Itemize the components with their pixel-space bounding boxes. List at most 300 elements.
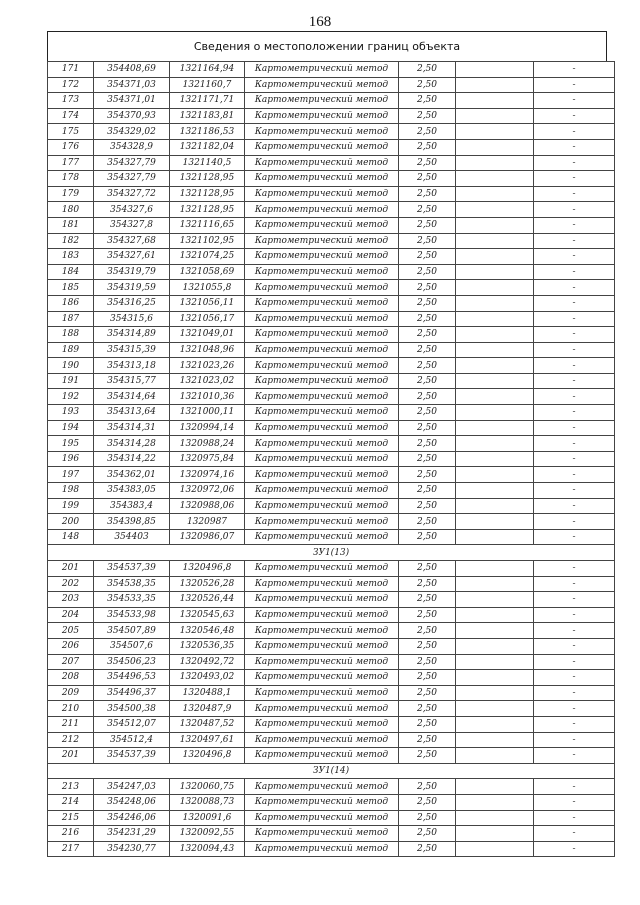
cell-coord-x: 354327,72 — [94, 186, 170, 202]
cell-point-number: 177 — [48, 155, 94, 171]
cell-method: Картометрический метод — [245, 779, 399, 795]
cell-method: Картометрический метод — [245, 124, 399, 140]
cell-accuracy: 2,50 — [399, 467, 456, 483]
cell-point-number: 148 — [48, 529, 94, 545]
cell-coord-y: 1321128,95 — [170, 202, 245, 218]
cell-accuracy: 2,50 — [399, 124, 456, 140]
cell-accuracy: 2,50 — [399, 77, 456, 93]
cell-coord-x: 354231,29 — [94, 826, 170, 842]
cell-coord-x: 354230,77 — [94, 841, 170, 857]
cell-method: Картометрический метод — [245, 405, 399, 421]
cell-coord-y: 1320526,44 — [170, 592, 245, 608]
cell-coord-x: 354327,6 — [94, 202, 170, 218]
cell-point-number: 200 — [48, 514, 94, 530]
cell-extra — [456, 405, 534, 421]
cell-coord-x: 354327,79 — [94, 171, 170, 187]
table-row — [48, 108, 615, 124]
cell-description: - — [534, 732, 615, 748]
cell-method: Картометрический метод — [245, 794, 399, 810]
cell-extra — [456, 389, 534, 405]
cell-coord-y: 1320492,72 — [170, 654, 245, 670]
cell-method: Картометрический метод — [245, 716, 399, 732]
cell-description: - — [534, 139, 615, 155]
cell-method: Картометрический метод — [245, 233, 399, 249]
cell-accuracy: 2,50 — [399, 217, 456, 233]
cell-description: - — [534, 623, 615, 639]
cell-extra — [456, 264, 534, 280]
cell-coord-x: 354319,59 — [94, 280, 170, 296]
cell-method: Картометрический метод — [245, 264, 399, 280]
cell-coord-x: 354315,39 — [94, 342, 170, 358]
section-header-row — [48, 763, 615, 779]
cell-point-number: 202 — [48, 576, 94, 592]
cell-accuracy: 2,50 — [399, 451, 456, 467]
cell-extra — [456, 670, 534, 686]
cell-method: Картометрический метод — [245, 249, 399, 265]
cell-description: - — [534, 638, 615, 654]
cell-extra — [456, 748, 534, 764]
cell-method: Картометрический метод — [245, 342, 399, 358]
table-row — [48, 264, 615, 280]
cell-description: - — [534, 311, 615, 327]
cell-point-number: 208 — [48, 670, 94, 686]
cell-extra — [456, 295, 534, 311]
cell-description: - — [534, 436, 615, 452]
cell-extra — [456, 420, 534, 436]
cell-coord-y: 1321023,02 — [170, 373, 245, 389]
cell-point-number: 201 — [48, 748, 94, 764]
cell-method: Картометрический метод — [245, 701, 399, 717]
cell-description: - — [534, 233, 615, 249]
table-row — [48, 280, 615, 296]
cell-extra — [456, 342, 534, 358]
cell-description: - — [534, 249, 615, 265]
cell-point-number: 181 — [48, 217, 94, 233]
section-label: ЗУ1(13) — [48, 545, 615, 561]
cell-coord-y: 1321186,53 — [170, 124, 245, 140]
cell-extra — [456, 514, 534, 530]
cell-coord-y: 1321140,5 — [170, 155, 245, 171]
cell-coord-x: 354371,01 — [94, 93, 170, 109]
cell-coord-x: 354512,07 — [94, 716, 170, 732]
cell-extra — [456, 171, 534, 187]
cell-method: Картометрический метод — [245, 93, 399, 109]
cell-method: Картометрический метод — [245, 841, 399, 857]
cell-extra — [456, 685, 534, 701]
cell-coord-x: 354496,53 — [94, 670, 170, 686]
cell-coord-x: 354247,03 — [94, 779, 170, 795]
table-row — [48, 701, 615, 717]
cell-accuracy: 2,50 — [399, 139, 456, 155]
cell-point-number: 201 — [48, 561, 94, 577]
cell-description: - — [534, 483, 615, 499]
cell-coord-x: 354507,6 — [94, 638, 170, 654]
cell-description: - — [534, 202, 615, 218]
cell-point-number: 209 — [48, 685, 94, 701]
cell-coord-y: 1320496,8 — [170, 561, 245, 577]
cell-coord-y: 1320092,55 — [170, 826, 245, 842]
cell-coord-y: 1321010,36 — [170, 389, 245, 405]
cell-coord-y: 1321128,95 — [170, 171, 245, 187]
cell-coord-y: 1320988,06 — [170, 498, 245, 514]
cell-accuracy: 2,50 — [399, 732, 456, 748]
cell-coord-y: 1320497,61 — [170, 732, 245, 748]
cell-coord-x: 354408,69 — [94, 62, 170, 78]
cell-point-number: 173 — [48, 93, 94, 109]
cell-point-number: 186 — [48, 295, 94, 311]
table-row — [48, 186, 615, 202]
cell-method: Картометрический метод — [245, 295, 399, 311]
table-row — [48, 171, 615, 187]
cell-point-number: 182 — [48, 233, 94, 249]
cell-method: Картометрический метод — [245, 389, 399, 405]
cell-method: Картометрический метод — [245, 529, 399, 545]
cell-coord-x: 354533,35 — [94, 592, 170, 608]
cell-coord-x: 354383,05 — [94, 483, 170, 499]
cell-description: - — [534, 670, 615, 686]
cell-description: - — [534, 654, 615, 670]
cell-method: Картометрический метод — [245, 217, 399, 233]
cell-coord-x: 354362,01 — [94, 467, 170, 483]
cell-coord-y: 1321074,25 — [170, 249, 245, 265]
cell-description: - — [534, 171, 615, 187]
cell-coord-y: 1321023,26 — [170, 358, 245, 374]
cell-description: - — [534, 155, 615, 171]
cell-extra — [456, 77, 534, 93]
cell-method: Картометрический метод — [245, 62, 399, 78]
cell-point-number: 205 — [48, 623, 94, 639]
table-row — [48, 295, 615, 311]
cell-point-number: 198 — [48, 483, 94, 499]
cell-description: - — [534, 514, 615, 530]
cell-description: - — [534, 217, 615, 233]
cell-accuracy: 2,50 — [399, 685, 456, 701]
cell-description: - — [534, 62, 615, 78]
cell-method: Картометрический метод — [245, 576, 399, 592]
table-row — [48, 685, 615, 701]
cell-extra — [456, 155, 534, 171]
cell-coord-y: 1320994,14 — [170, 420, 245, 436]
cell-point-number: 217 — [48, 841, 94, 857]
cell-coord-x: 354315,6 — [94, 311, 170, 327]
cell-description: - — [534, 264, 615, 280]
cell-coord-x: 354314,28 — [94, 436, 170, 452]
cell-extra — [456, 779, 534, 795]
cell-description: - — [534, 716, 615, 732]
table-row — [48, 358, 615, 374]
cell-method: Картометрический метод — [245, 810, 399, 826]
cell-coord-y: 1321160,7 — [170, 77, 245, 93]
cell-method: Картометрический метод — [245, 623, 399, 639]
table-title: Сведения о местоположении границ объекта — [47, 31, 607, 61]
cell-point-number: 211 — [48, 716, 94, 732]
cell-coord-y: 1321171,71 — [170, 93, 245, 109]
cell-accuracy: 2,50 — [399, 155, 456, 171]
cell-description: - — [534, 327, 615, 343]
table-row — [48, 638, 615, 654]
cell-extra — [456, 373, 534, 389]
table-row — [48, 716, 615, 732]
cell-coord-x: 354383,4 — [94, 498, 170, 514]
cell-method: Картометрический метод — [245, 732, 399, 748]
cell-description: - — [534, 529, 615, 545]
cell-accuracy: 2,50 — [399, 779, 456, 795]
cell-coord-x: 354314,31 — [94, 420, 170, 436]
cell-extra — [456, 217, 534, 233]
table-row — [48, 77, 615, 93]
cell-point-number: 207 — [48, 654, 94, 670]
cell-coord-x: 354316,25 — [94, 295, 170, 311]
cell-description: - — [534, 794, 615, 810]
cell-coord-x: 354327,79 — [94, 155, 170, 171]
cell-coord-x: 354327,68 — [94, 233, 170, 249]
table-row — [48, 483, 615, 499]
cell-point-number: 192 — [48, 389, 94, 405]
cell-coord-y: 1320488,1 — [170, 685, 245, 701]
cell-coord-x: 354398,85 — [94, 514, 170, 530]
cell-point-number: 187 — [48, 311, 94, 327]
cell-coord-y: 1320088,73 — [170, 794, 245, 810]
cell-method: Картометрический метод — [245, 483, 399, 499]
cell-method: Картометрический метод — [245, 420, 399, 436]
table-row — [48, 670, 615, 686]
cell-method: Картометрический метод — [245, 327, 399, 343]
cell-extra — [456, 451, 534, 467]
cell-coord-x: 354512,4 — [94, 732, 170, 748]
table-row — [48, 654, 615, 670]
cell-method: Картометрический метод — [245, 467, 399, 483]
table-row — [48, 529, 615, 545]
cell-accuracy: 2,50 — [399, 701, 456, 717]
table-row — [48, 217, 615, 233]
table-row — [48, 202, 615, 218]
cell-description: - — [534, 701, 615, 717]
cell-method: Картометрический метод — [245, 186, 399, 202]
cell-extra — [456, 108, 534, 124]
cell-point-number: 213 — [48, 779, 94, 795]
cell-accuracy: 2,50 — [399, 592, 456, 608]
table-row — [48, 62, 615, 78]
cell-description: - — [534, 748, 615, 764]
table-row — [48, 779, 615, 795]
cell-coord-y: 1321058,69 — [170, 264, 245, 280]
cell-point-number: 185 — [48, 280, 94, 296]
cell-coord-x: 354370,93 — [94, 108, 170, 124]
cell-coord-y: 1320988,24 — [170, 436, 245, 452]
cell-extra — [456, 498, 534, 514]
cell-extra — [456, 467, 534, 483]
cell-coord-x: 354315,77 — [94, 373, 170, 389]
cell-description: - — [534, 405, 615, 421]
cell-coord-y: 1320986,07 — [170, 529, 245, 545]
cell-point-number: 206 — [48, 638, 94, 654]
cell-extra — [456, 810, 534, 826]
cell-point-number: 215 — [48, 810, 94, 826]
cell-coord-y: 1320526,28 — [170, 576, 245, 592]
cell-description: - — [534, 108, 615, 124]
cell-accuracy: 2,50 — [399, 638, 456, 654]
cell-extra — [456, 280, 534, 296]
table-row — [48, 405, 615, 421]
cell-accuracy: 2,50 — [399, 311, 456, 327]
cell-accuracy: 2,50 — [399, 327, 456, 343]
cell-method: Картометрический метод — [245, 436, 399, 452]
cell-accuracy: 2,50 — [399, 295, 456, 311]
cell-coord-y: 1320546,48 — [170, 623, 245, 639]
cell-coord-x: 354500,38 — [94, 701, 170, 717]
cell-extra — [456, 249, 534, 265]
cell-extra — [456, 716, 534, 732]
cell-accuracy: 2,50 — [399, 186, 456, 202]
cell-description: - — [534, 77, 615, 93]
cell-description: - — [534, 124, 615, 140]
cell-point-number: 190 — [48, 358, 94, 374]
cell-extra — [456, 139, 534, 155]
cell-extra — [456, 592, 534, 608]
table-row — [48, 155, 615, 171]
cell-method: Картометрический метод — [245, 202, 399, 218]
page-number: 168 — [308, 14, 332, 30]
cell-description: - — [534, 841, 615, 857]
cell-accuracy: 2,50 — [399, 405, 456, 421]
cell-description: - — [534, 373, 615, 389]
cell-coord-y: 1321056,11 — [170, 295, 245, 311]
cell-accuracy: 2,50 — [399, 389, 456, 405]
cell-extra — [456, 483, 534, 499]
cell-accuracy: 2,50 — [399, 342, 456, 358]
cell-coord-y: 1321183,81 — [170, 108, 245, 124]
cell-extra — [456, 202, 534, 218]
cell-description: - — [534, 451, 615, 467]
cell-accuracy: 2,50 — [399, 716, 456, 732]
cell-accuracy: 2,50 — [399, 483, 456, 499]
cell-description: - — [534, 826, 615, 842]
cell-extra — [456, 233, 534, 249]
cell-extra — [456, 654, 534, 670]
table-row — [48, 420, 615, 436]
cell-method: Картометрический метод — [245, 358, 399, 374]
cell-accuracy: 2,50 — [399, 654, 456, 670]
cell-coord-x: 354314,64 — [94, 389, 170, 405]
cell-coord-y: 1321182,04 — [170, 139, 245, 155]
cell-point-number: 172 — [48, 77, 94, 93]
cell-accuracy: 2,50 — [399, 826, 456, 842]
table-row — [48, 342, 615, 358]
cell-accuracy: 2,50 — [399, 202, 456, 218]
table-row — [48, 389, 615, 405]
table-row — [48, 373, 615, 389]
cell-method: Картометрический метод — [245, 670, 399, 686]
cell-accuracy: 2,50 — [399, 420, 456, 436]
cell-accuracy: 2,50 — [399, 264, 456, 280]
cell-extra — [456, 327, 534, 343]
cell-description: - — [534, 592, 615, 608]
cell-extra — [456, 794, 534, 810]
cell-description: - — [534, 295, 615, 311]
cell-coord-y: 1321116,65 — [170, 217, 245, 233]
cell-description: - — [534, 576, 615, 592]
cell-accuracy: 2,50 — [399, 748, 456, 764]
cell-coord-y: 1321164,94 — [170, 62, 245, 78]
cell-point-number: 180 — [48, 202, 94, 218]
cell-coord-y: 1320091,6 — [170, 810, 245, 826]
cell-point-number: 194 — [48, 420, 94, 436]
cell-accuracy: 2,50 — [399, 358, 456, 374]
cell-method: Картометрический метод — [245, 592, 399, 608]
cell-description: - — [534, 779, 615, 795]
table-row — [48, 794, 615, 810]
table-row — [48, 124, 615, 140]
cell-description: - — [534, 607, 615, 623]
cell-point-number: 210 — [48, 701, 94, 717]
cell-method: Картометрический метод — [245, 311, 399, 327]
cell-accuracy: 2,50 — [399, 93, 456, 109]
cell-point-number: 196 — [48, 451, 94, 467]
table-row — [48, 623, 615, 639]
cell-coord-x: 354537,39 — [94, 748, 170, 764]
cell-method: Картометрический метод — [245, 155, 399, 171]
cell-description: - — [534, 561, 615, 577]
cell-coord-x: 354313,18 — [94, 358, 170, 374]
table-row — [48, 311, 615, 327]
table-row — [48, 514, 615, 530]
cell-extra — [456, 62, 534, 78]
cell-coord-y: 1320536,35 — [170, 638, 245, 654]
table-row — [48, 249, 615, 265]
cell-coord-x: 354314,22 — [94, 451, 170, 467]
cell-method: Картометрический метод — [245, 561, 399, 577]
cell-coord-x: 354327,61 — [94, 249, 170, 265]
cell-coord-x: 354506,23 — [94, 654, 170, 670]
section-header-row — [48, 545, 615, 561]
cell-accuracy: 2,50 — [399, 841, 456, 857]
cell-extra — [456, 529, 534, 545]
table-row — [48, 810, 615, 826]
table-row — [48, 233, 615, 249]
cell-coord-x: 354313,64 — [94, 405, 170, 421]
cell-point-number: 184 — [48, 264, 94, 280]
cell-method: Картометрический метод — [245, 498, 399, 514]
cell-coord-y: 1321000,11 — [170, 405, 245, 421]
cell-extra — [456, 732, 534, 748]
table-row — [48, 748, 615, 764]
cell-extra — [456, 93, 534, 109]
table-row — [48, 327, 615, 343]
cell-extra — [456, 436, 534, 452]
cell-extra — [456, 576, 534, 592]
cell-description: - — [534, 467, 615, 483]
cell-extra — [456, 311, 534, 327]
cell-coord-x: 354319,79 — [94, 264, 170, 280]
cell-description: - — [534, 498, 615, 514]
cell-accuracy: 2,50 — [399, 249, 456, 265]
cell-accuracy: 2,50 — [399, 529, 456, 545]
cell-point-number: 189 — [48, 342, 94, 358]
cell-description: - — [534, 810, 615, 826]
cell-extra — [456, 638, 534, 654]
cell-method: Картометрический метод — [245, 451, 399, 467]
cell-coord-y: 1321128,95 — [170, 186, 245, 202]
cell-extra — [456, 186, 534, 202]
cell-accuracy: 2,50 — [399, 670, 456, 686]
cell-method: Картометрический метод — [245, 108, 399, 124]
cell-point-number: 176 — [48, 139, 94, 155]
cell-extra — [456, 623, 534, 639]
cell-extra — [456, 124, 534, 140]
cell-coord-y: 1320545,63 — [170, 607, 245, 623]
cell-coord-y: 1320974,16 — [170, 467, 245, 483]
cell-point-number: 216 — [48, 826, 94, 842]
